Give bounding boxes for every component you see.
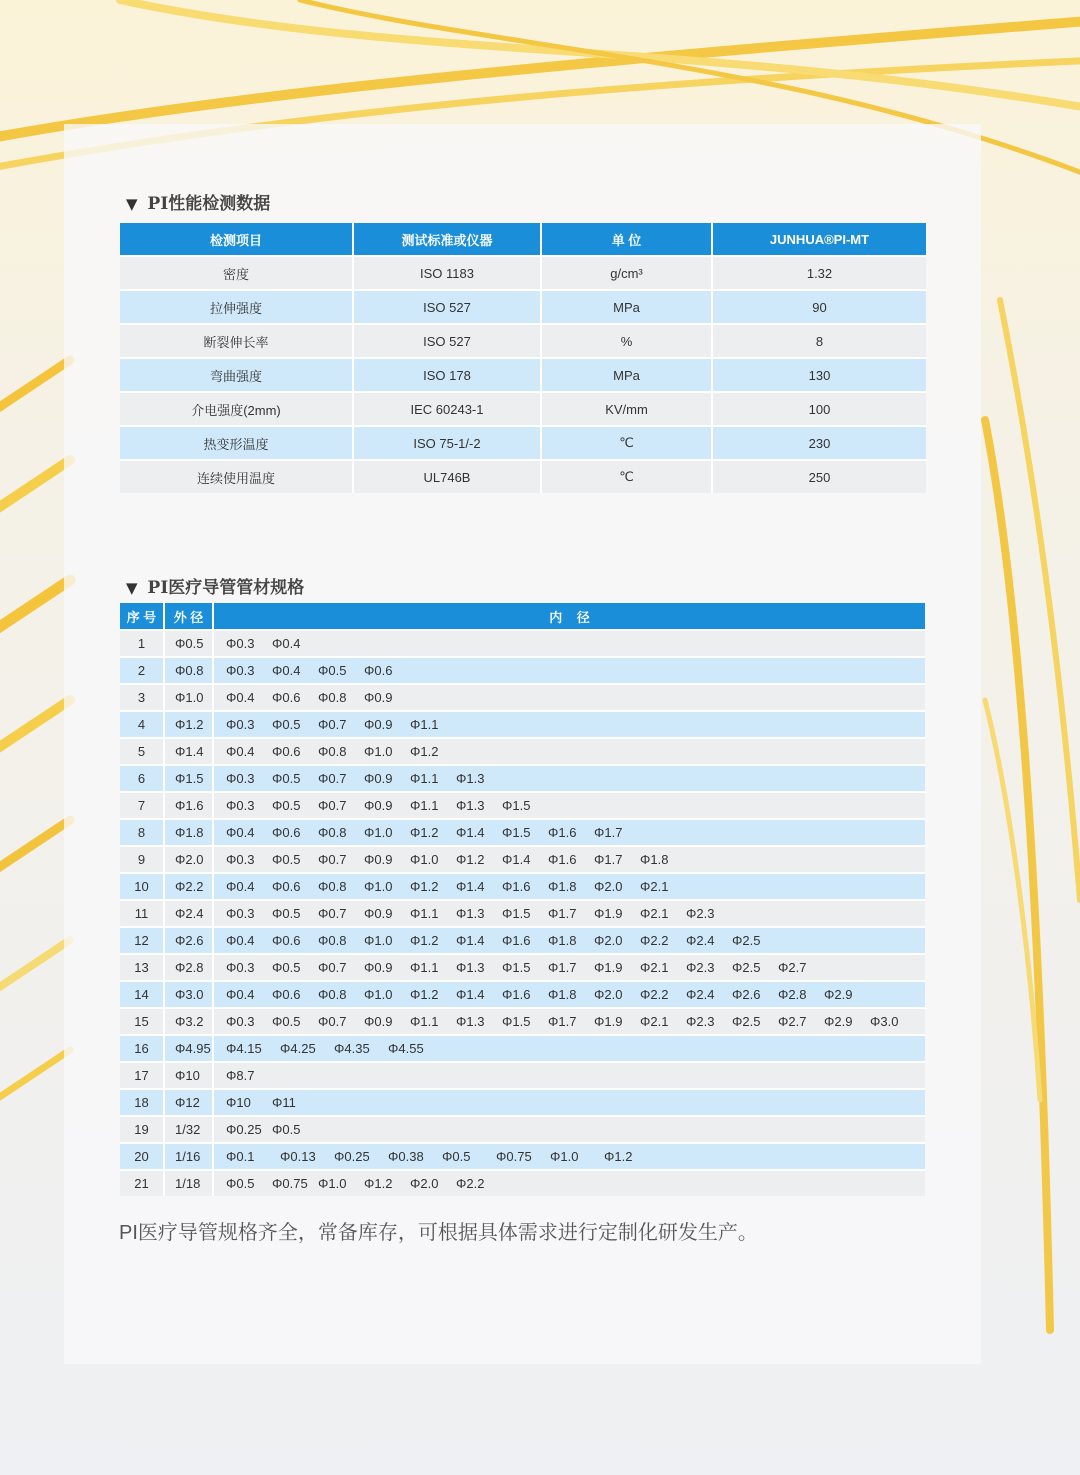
outer-diameter: Φ2.2 — [164, 873, 213, 900]
inner-diameter-value: Φ1.8 — [640, 852, 669, 867]
outer-diameter: Φ3.2 — [164, 1008, 213, 1035]
inner-diameter-value: Φ1.2 — [410, 933, 439, 948]
inner-diameter-value: Φ0.5 — [272, 798, 301, 813]
inner-diameter-value: Φ1.6 — [502, 933, 531, 948]
row-index: 5 — [120, 738, 164, 765]
inner-diameter-value: Φ1.2 — [410, 825, 439, 840]
inner-diameter-value: Φ0.7 — [318, 771, 347, 786]
inner-diameters — [213, 981, 925, 1008]
table-cell: 90 — [712, 290, 926, 324]
inner-diameter-value: Φ0.6 — [272, 879, 301, 894]
inner-diameters — [213, 765, 925, 792]
inner-diameter-value: Φ1.1 — [410, 906, 439, 921]
inner-diameter-value: Φ2.2 — [456, 1176, 485, 1191]
table-row — [120, 426, 926, 460]
outer-diameter: Φ2.6 — [164, 927, 213, 954]
table-cell: 拉伸强度 — [120, 290, 353, 324]
outer-diameter: Φ1.2 — [164, 711, 213, 738]
row-index: 3 — [120, 684, 164, 711]
table-cell: ISO 178 — [353, 358, 541, 392]
inner-diameter-value: Φ1.5 — [502, 825, 531, 840]
inner-diameter-value: Φ1.1 — [410, 798, 439, 813]
table-row — [120, 873, 925, 900]
inner-diameter-value: Φ2.0 — [594, 879, 623, 894]
inner-diameter-value: Φ1.3 — [456, 771, 485, 786]
row-index: 8 — [120, 819, 164, 846]
outer-diameter: Φ1.5 — [164, 765, 213, 792]
inner-diameter-value: Φ0.6 — [272, 987, 301, 1002]
row-index: 6 — [120, 765, 164, 792]
inner-diameter-value: Φ0.38 — [388, 1149, 424, 1164]
table-cell: 230 — [712, 426, 926, 460]
inner-diameter-value: Φ0.9 — [364, 1014, 393, 1029]
table-row — [120, 792, 925, 819]
inner-diameter-value: Φ2.9 — [824, 1014, 853, 1029]
inner-diameter-value: Φ1.3 — [456, 1014, 485, 1029]
table-row — [120, 1035, 925, 1062]
triangle-down-icon: ▼ — [126, 579, 138, 597]
inner-diameter-value: Φ0.4 — [226, 987, 255, 1002]
inner-diameter-value: Φ1.3 — [456, 906, 485, 921]
outer-diameter: Φ0.5 — [164, 630, 213, 657]
table-cell: IEC 60243-1 — [353, 392, 541, 426]
inner-diameter-value: Φ2.5 — [732, 1014, 761, 1029]
table-cell: 连续使用温度 — [120, 460, 353, 493]
table-row — [120, 324, 926, 358]
table-row — [120, 846, 925, 873]
inner-diameter-value: Φ0.9 — [364, 960, 393, 975]
row-index: 4 — [120, 711, 164, 738]
row-index: 16 — [120, 1035, 164, 1062]
inner-diameter-value: Φ2.0 — [594, 987, 623, 1002]
inner-diameter-value: Φ0.5 — [318, 663, 347, 678]
table-row — [120, 1008, 925, 1035]
row-index: 21 — [120, 1170, 164, 1196]
inner-diameter-value: Φ1.0 — [550, 1149, 579, 1164]
inner-diameter-value: Φ0.4 — [226, 825, 255, 840]
inner-diameter-value: Φ0.6 — [272, 933, 301, 948]
inner-diameter-value: Φ1.2 — [410, 879, 439, 894]
table-row — [120, 738, 925, 765]
outer-diameter: Φ0.8 — [164, 657, 213, 684]
outer-diameter: Φ1.4 — [164, 738, 213, 765]
table-row — [120, 630, 925, 657]
inner-diameter-value: Φ4.25 — [280, 1041, 316, 1056]
triangle-down-icon: ▼ — [126, 195, 138, 213]
table-cell: ISO 527 — [353, 290, 541, 324]
inner-diameter-value: Φ1.6 — [502, 987, 531, 1002]
inner-diameter-value: Φ2.7 — [778, 960, 807, 975]
row-index: 17 — [120, 1062, 164, 1089]
inner-diameters — [213, 1116, 925, 1143]
inner-diameter-value: Φ2.3 — [686, 960, 715, 975]
inner-diameter-value: Φ0.7 — [318, 1014, 347, 1029]
row-index: 7 — [120, 792, 164, 819]
inner-diameter-value: Φ4.35 — [334, 1041, 370, 1056]
inner-diameter-value: Φ0.5 — [272, 717, 301, 732]
table-cell: ISO 75-1/-2 — [353, 426, 541, 460]
table-cell: 热变形温度 — [120, 426, 353, 460]
inner-diameters — [213, 927, 925, 954]
inner-diameter-value: Φ1.5 — [502, 906, 531, 921]
table-row — [120, 1143, 925, 1170]
inner-diameter-value: Φ1.8 — [548, 987, 577, 1002]
inner-diameter-value: Φ1.2 — [456, 852, 485, 867]
outer-diameter: Φ3.0 — [164, 981, 213, 1008]
inner-diameter-value: Φ0.3 — [226, 771, 255, 786]
inner-diameter-value: Φ1.5 — [502, 798, 531, 813]
inner-diameters — [213, 684, 925, 711]
inner-diameter-value: Φ0.9 — [364, 798, 393, 813]
inner-diameter-value: Φ1.0 — [318, 1176, 347, 1191]
outer-diameter: Φ12 — [164, 1089, 213, 1116]
properties-header-row — [120, 223, 926, 256]
inner-diameter-value: Φ1.4 — [456, 825, 485, 840]
inner-diameters — [213, 738, 925, 765]
inner-diameter-value: Φ2.2 — [640, 987, 669, 1002]
table-cell: KV/mm — [541, 392, 712, 426]
inner-diameter-value: Φ0.6 — [272, 744, 301, 759]
table-cell: MPa — [541, 358, 712, 392]
header-inner-diameter: 内 径 — [213, 603, 925, 630]
inner-diameter-value: Φ1.7 — [548, 960, 577, 975]
inner-diameter-value: Φ0.4 — [226, 690, 255, 705]
inner-diameter-value: Φ1.2 — [410, 987, 439, 1002]
inner-diameter-value: Φ10 — [226, 1095, 251, 1110]
table-cell: UL746B — [353, 460, 541, 493]
inner-diameter-value: Φ0.3 — [226, 1014, 255, 1029]
inner-diameter-value: Φ8.7 — [226, 1068, 255, 1083]
inner-diameter-value: Φ0.5 — [226, 1176, 255, 1191]
inner-diameter-value: Φ0.9 — [364, 717, 393, 732]
inner-diameter-value: Φ1.2 — [364, 1176, 393, 1191]
inner-diameters — [213, 1008, 925, 1035]
table-row — [120, 765, 925, 792]
header-product: JUNHUA®PI-MT — [712, 223, 926, 256]
outer-diameter: Φ1.8 — [164, 819, 213, 846]
footer-note: PI医疗导管规格齐全，常备库存，可根据具体需求进行定制化研发生产。 — [119, 1222, 758, 1244]
inner-diameter-value: Φ0.8 — [318, 879, 347, 894]
table-row — [120, 981, 925, 1008]
inner-diameter-value: Φ1.9 — [594, 960, 623, 975]
outer-diameter: Φ2.8 — [164, 954, 213, 981]
table-cell: 断裂伸长率 — [120, 324, 353, 358]
outer-diameter: Φ1.6 — [164, 792, 213, 819]
inner-diameter-value: Φ0.4 — [226, 879, 255, 894]
table-cell: 130 — [712, 358, 926, 392]
inner-diameters — [213, 1089, 925, 1116]
specs-header-row — [120, 603, 925, 630]
section-title-specs: ▼ PI医疗导管管材规格 — [126, 578, 305, 598]
inner-diameter-value: Φ0.9 — [364, 852, 393, 867]
inner-diameters — [213, 1062, 925, 1089]
properties-table — [120, 223, 926, 493]
inner-diameter-value: Φ0.7 — [318, 906, 347, 921]
inner-diameter-value: Φ1.6 — [548, 852, 577, 867]
table-cell: MPa — [541, 290, 712, 324]
inner-diameter-value: Φ1.1 — [410, 717, 439, 732]
inner-diameter-value: Φ0.4 — [272, 636, 301, 651]
row-index: 13 — [120, 954, 164, 981]
outer-diameter: 1/18 — [164, 1170, 213, 1196]
table-cell: 弯曲强度 — [120, 358, 353, 392]
table-row — [120, 927, 925, 954]
inner-diameter-value: Φ0.4 — [272, 663, 301, 678]
inner-diameter-value: Φ1.8 — [548, 933, 577, 948]
inner-diameters — [213, 711, 925, 738]
inner-diameter-value: Φ0.9 — [364, 690, 393, 705]
inner-diameter-value: Φ2.4 — [686, 987, 715, 1002]
inner-diameter-value: Φ1.0 — [364, 933, 393, 948]
inner-diameter-value: Φ0.5 — [272, 852, 301, 867]
inner-diameters — [213, 792, 925, 819]
row-index: 9 — [120, 846, 164, 873]
outer-diameter: Φ2.4 — [164, 900, 213, 927]
table-row — [120, 1089, 925, 1116]
inner-diameter-value: Φ0.3 — [226, 852, 255, 867]
inner-diameter-value: Φ1.6 — [502, 879, 531, 894]
header-outer-diameter: 外 径 — [164, 603, 213, 630]
table-cell: 8 — [712, 324, 926, 358]
inner-diameter-value: Φ0.25 — [226, 1122, 262, 1137]
table-row — [120, 460, 926, 493]
inner-diameter-value: Φ0.9 — [364, 771, 393, 786]
inner-diameter-value: Φ0.5 — [272, 960, 301, 975]
inner-diameter-value: Φ0.8 — [318, 933, 347, 948]
header-index: 序 号 — [120, 603, 164, 630]
inner-diameters — [213, 846, 925, 873]
inner-diameter-value: Φ0.9 — [364, 906, 393, 921]
header-standard: 测试标准或仪器 — [353, 223, 541, 256]
inner-diameter-value: Φ2.9 — [824, 987, 853, 1002]
inner-diameter-value: Φ1.0 — [364, 879, 393, 894]
inner-diameter-value: Φ1.7 — [594, 825, 623, 840]
inner-diameter-value: Φ4.15 — [226, 1041, 262, 1056]
table-cell: 1.32 — [712, 256, 926, 290]
outer-diameter: Φ2.0 — [164, 846, 213, 873]
inner-diameter-value: Φ0.75 — [496, 1149, 532, 1164]
outer-diameter: 1/32 — [164, 1116, 213, 1143]
inner-diameter-value: Φ1.6 — [548, 825, 577, 840]
table-row — [120, 819, 925, 846]
table-cell: 250 — [712, 460, 926, 493]
inner-diameter-value: Φ0.75 — [272, 1176, 308, 1191]
section-title-properties: ▼ PI性能检测数据 — [126, 194, 271, 214]
inner-diameter-value: Φ1.0 — [364, 744, 393, 759]
inner-diameter-value: Φ1.2 — [604, 1149, 633, 1164]
table-row — [120, 290, 926, 324]
inner-diameter-value: Φ1.1 — [410, 960, 439, 975]
inner-diameter-value: Φ1.1 — [410, 1014, 439, 1029]
inner-diameter-value: Φ2.0 — [410, 1176, 439, 1191]
inner-diameter-value: Φ1.0 — [364, 825, 393, 840]
outer-diameter: Φ4.95 — [164, 1035, 213, 1062]
header-unit: 单 位 — [541, 223, 712, 256]
inner-diameter-value: Φ0.8 — [318, 825, 347, 840]
inner-diameter-value: Φ0.3 — [226, 906, 255, 921]
table-row — [120, 1116, 925, 1143]
table-row — [120, 954, 925, 981]
inner-diameters — [213, 819, 925, 846]
inner-diameter-value: Φ1.5 — [502, 1014, 531, 1029]
table-cell: ISO 527 — [353, 324, 541, 358]
inner-diameter-value: Φ4.55 — [388, 1041, 424, 1056]
inner-diameter-value: Φ0.6 — [272, 690, 301, 705]
inner-diameter-value: Φ0.4 — [226, 933, 255, 948]
inner-diameter-value: Φ0.3 — [226, 717, 255, 732]
header-test-item: 检测项目 — [120, 223, 353, 256]
inner-diameter-value: Φ0.13 — [280, 1149, 316, 1164]
inner-diameter-value: Φ2.1 — [640, 879, 669, 894]
inner-diameter-value: Φ0.8 — [318, 690, 347, 705]
inner-diameter-value: Φ1.0 — [410, 852, 439, 867]
row-index: 19 — [120, 1116, 164, 1143]
inner-diameters — [213, 657, 925, 684]
inner-diameter-value: Φ0.8 — [318, 987, 347, 1002]
inner-diameter-value: Φ2.5 — [732, 960, 761, 975]
inner-diameter-value: Φ0.6 — [364, 663, 393, 678]
inner-diameter-value: Φ0.5 — [272, 1122, 301, 1137]
inner-diameter-value: Φ1.9 — [594, 1014, 623, 1029]
row-index: 14 — [120, 981, 164, 1008]
inner-diameter-value: Φ11 — [272, 1095, 296, 1110]
inner-diameter-value: Φ1.7 — [594, 852, 623, 867]
inner-diameter-value: Φ1.0 — [364, 987, 393, 1002]
table-cell: g/cm³ — [541, 256, 712, 290]
outer-diameter: Φ10 — [164, 1062, 213, 1089]
row-index: 20 — [120, 1143, 164, 1170]
inner-diameter-value: Φ2.2 — [640, 933, 669, 948]
inner-diameter-value: Φ2.0 — [594, 933, 623, 948]
inner-diameter-value: Φ2.7 — [778, 1014, 807, 1029]
row-index: 11 — [120, 900, 164, 927]
table-cell: ℃ — [541, 460, 712, 493]
inner-diameters — [213, 1170, 925, 1196]
inner-diameter-value: Φ3.0 — [870, 1014, 899, 1029]
inner-diameter-value: Φ0.7 — [318, 852, 347, 867]
inner-diameter-value: Φ1.1 — [410, 771, 439, 786]
inner-diameter-value: Φ0.5 — [442, 1149, 471, 1164]
inner-diameter-value: Φ1.4 — [502, 852, 531, 867]
inner-diameter-value: Φ0.4 — [226, 744, 255, 759]
table-row — [120, 684, 925, 711]
inner-diameter-value: Φ0.3 — [226, 960, 255, 975]
inner-diameter-value: Φ0.7 — [318, 717, 347, 732]
specs-table — [120, 603, 925, 1196]
inner-diameters — [213, 873, 925, 900]
inner-diameter-value: Φ2.1 — [640, 960, 669, 975]
inner-diameter-value: Φ2.6 — [732, 987, 761, 1002]
inner-diameter-value: Φ1.5 — [502, 960, 531, 975]
inner-diameter-value: Φ0.7 — [318, 798, 347, 813]
inner-diameter-value: Φ1.7 — [548, 906, 577, 921]
table-cell: 介电强度(2mm) — [120, 392, 353, 426]
row-index: 12 — [120, 927, 164, 954]
inner-diameter-value: Φ2.1 — [640, 1014, 669, 1029]
row-index: 1 — [120, 630, 164, 657]
inner-diameters — [213, 630, 925, 657]
inner-diameter-value: Φ0.6 — [272, 825, 301, 840]
row-index: 15 — [120, 1008, 164, 1035]
inner-diameter-value: Φ0.3 — [226, 798, 255, 813]
outer-diameter: 1/16 — [164, 1143, 213, 1170]
row-index: 10 — [120, 873, 164, 900]
inner-diameter-value: Φ1.9 — [594, 906, 623, 921]
table-cell: 100 — [712, 392, 926, 426]
inner-diameter-value: Φ2.4 — [686, 933, 715, 948]
inner-diameter-value: Φ1.3 — [456, 798, 485, 813]
inner-diameter-value: Φ0.1 — [226, 1149, 255, 1164]
inner-diameter-value: Φ0.25 — [334, 1149, 370, 1164]
table-row — [120, 657, 925, 684]
table-cell: 密度 — [120, 256, 353, 290]
inner-diameter-value: Φ2.3 — [686, 1014, 715, 1029]
table-row — [120, 358, 926, 392]
inner-diameter-value: Φ1.8 — [548, 879, 577, 894]
inner-diameter-value: Φ2.5 — [732, 933, 761, 948]
outer-diameter: Φ1.0 — [164, 684, 213, 711]
inner-diameter-value: Φ1.4 — [456, 933, 485, 948]
table-row — [120, 1062, 925, 1089]
inner-diameter-value: Φ0.3 — [226, 663, 255, 678]
table-row — [120, 900, 925, 927]
inner-diameter-value: Φ2.1 — [640, 906, 669, 921]
inner-diameters — [213, 900, 925, 927]
table-cell: % — [541, 324, 712, 358]
inner-diameter-value: Φ0.7 — [318, 960, 347, 975]
inner-diameter-value: Φ2.3 — [686, 906, 715, 921]
table-row — [120, 256, 926, 290]
inner-diameter-value: Φ2.8 — [778, 987, 807, 1002]
table-row — [120, 1170, 925, 1196]
inner-diameter-value: Φ0.5 — [272, 906, 301, 921]
inner-diameters — [213, 1035, 925, 1062]
inner-diameter-value: Φ0.5 — [272, 771, 301, 786]
table-row — [120, 711, 925, 738]
table-cell: ISO 1183 — [353, 256, 541, 290]
row-index: 18 — [120, 1089, 164, 1116]
table-row — [120, 392, 926, 426]
inner-diameter-value: Φ0.8 — [318, 744, 347, 759]
inner-diameter-value: Φ1.3 — [456, 960, 485, 975]
inner-diameter-value: Φ0.3 — [226, 636, 255, 651]
row-index: 2 — [120, 657, 164, 684]
inner-diameters — [213, 1143, 925, 1170]
inner-diameter-value: Φ1.4 — [456, 879, 485, 894]
table-cell: ℃ — [541, 426, 712, 460]
inner-diameters — [213, 954, 925, 981]
inner-diameter-value: Φ1.2 — [410, 744, 439, 759]
inner-diameter-value: Φ1.7 — [548, 1014, 577, 1029]
inner-diameter-value: Φ0.5 — [272, 1014, 301, 1029]
inner-diameter-value: Φ1.4 — [456, 987, 485, 1002]
